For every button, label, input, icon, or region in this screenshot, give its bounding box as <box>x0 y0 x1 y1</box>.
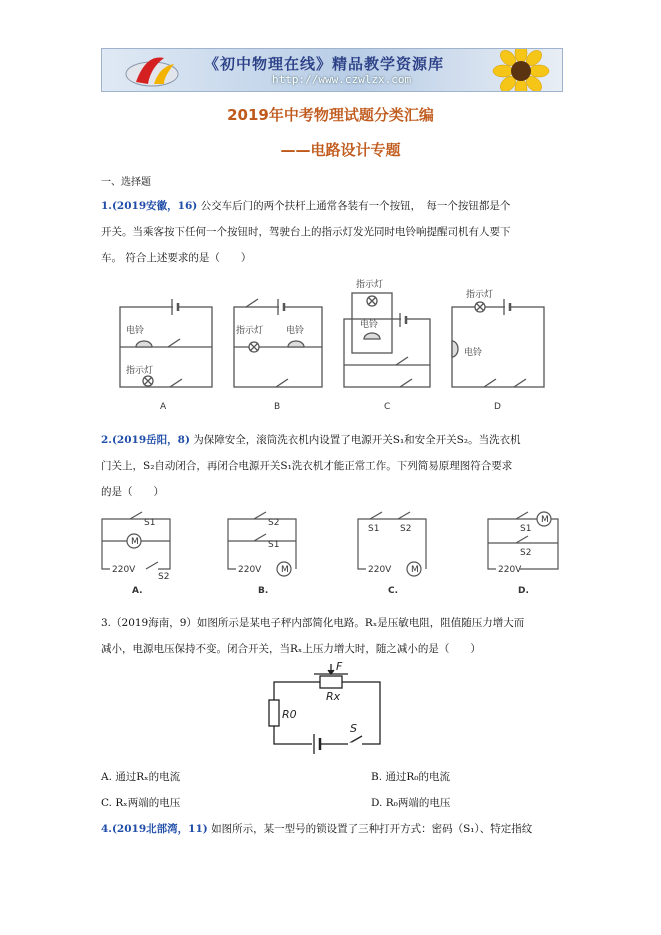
q1-a-ring-label: 电铃 <box>126 326 145 336</box>
q2-line1 <box>101 433 563 447</box>
q1-d-lamp-label: 指示灯 <box>466 290 494 300</box>
banner-title: 《初中物理在线》精品教学资源库 <box>204 55 445 73</box>
q2-circuit-figure <box>96 505 566 601</box>
q4-line1 <box>101 822 563 836</box>
q3-circuit-figure <box>262 660 392 760</box>
q3-force-label: F <box>336 660 343 673</box>
q3-line2: 减小，电源电压保持不变。闭合开关，当Rₓ上压力增大时，随之减小的是（ ） <box>101 643 481 655</box>
q3-switch-label: S <box>350 722 357 735</box>
q2-a-s1: S1 <box>144 518 156 528</box>
q1-line3: 车。 符合上述要求的是（ ） <box>101 252 252 264</box>
q1-option-c[interactable]: C <box>384 402 391 412</box>
q3-option-a[interactable]: A. 通过Rₓ的电流 <box>101 771 181 783</box>
q2-source: (2019岳阳，8) <box>111 434 190 446</box>
q1-b-lamp-label: 指示灯 <box>236 326 264 336</box>
q4-source: (2019北部湾，11) <box>111 823 208 835</box>
q2-option-a[interactable]: A. <box>132 586 143 596</box>
q2-c-s1: S1 <box>368 524 380 534</box>
q2-b-s1: S1 <box>268 540 280 550</box>
q2-line3: 的是（ ） <box>101 486 164 498</box>
q1-a-lamp-label: 指示灯 <box>126 366 154 376</box>
doc-title: 2019年中考物理试题分类汇编 <box>227 106 434 124</box>
section-heading: 一、选择题 <box>101 177 151 188</box>
q2-option-b[interactable]: B. <box>258 586 269 596</box>
q2-d-s1: S1 <box>520 524 532 534</box>
q1-option-a[interactable]: A <box>160 402 167 412</box>
q4-number: 4. <box>101 823 112 835</box>
q2-d-s2: S2 <box>520 548 532 558</box>
site-logo-icon <box>124 54 184 88</box>
q2-b-voltage: 220V <box>238 565 262 575</box>
q3-option-d[interactable]: D. R₀两端的电压 <box>371 797 451 809</box>
q1-option-b[interactable]: B <box>274 402 281 412</box>
q3-rx-label: Rx <box>326 690 341 703</box>
q1-text-1: 公交车后门的两个扶杆上通常各装有一个按钮， 每一个按钮都是个 <box>200 200 511 212</box>
q2-a-motor: M <box>131 537 139 547</box>
q1-line1 <box>101 199 563 213</box>
site-banner <box>101 48 563 92</box>
q2-c-motor: M <box>411 565 419 575</box>
q3-option-c[interactable]: C. Rₓ两端的电压 <box>101 797 181 809</box>
q2-a-voltage: 220V <box>112 565 136 575</box>
q2-b-s2: S2 <box>268 518 280 528</box>
q1-source: (2019安徽，16) <box>111 200 198 212</box>
q2-text-1: 为保障安全，滚筒洗衣机内设置了电源开关S₁和安全开关S₂。当洗衣机 <box>193 434 521 446</box>
q2-number: 2. <box>101 434 112 446</box>
q2-option-c[interactable]: C. <box>388 586 399 596</box>
q1-circuit-figure <box>112 275 552 415</box>
q1-number: 1. <box>101 200 112 212</box>
q2-c-voltage: 220V <box>368 565 392 575</box>
q1-b-ring-label: 电铃 <box>286 326 305 336</box>
q2-b-motor: M <box>281 565 289 575</box>
sunflower-icon <box>486 48 556 92</box>
q2-c-s2: S2 <box>400 524 412 534</box>
q1-c-lamp-label: 指示灯 <box>356 280 384 290</box>
doc-subtitle: ——电路设计专题 <box>280 141 401 159</box>
q3-r0-label: R0 <box>282 708 297 721</box>
q2-d-voltage: 220V <box>498 565 522 575</box>
q2-line2: 门关上，S₂自动闭合，再闭合电源开关S₁洗衣机才能正常工作。下列简易原理图符合要求 <box>101 460 513 472</box>
q2-a-s2: S2 <box>158 572 170 582</box>
q1-c-ring-label: 电铃 <box>360 320 379 330</box>
q3-option-b[interactable]: B. 通过R₀的电流 <box>371 771 451 783</box>
q3-line1: 3.（2019海南，9）如图所示是某电子秤内部简化电路。Rₓ是压敏电阻，阻值随压力增大而 <box>101 617 525 629</box>
q1-option-d[interactable]: D <box>494 402 501 412</box>
q1-line2: 开关。当乘客按下任何一个按钮时，驾驶台上的指示灯发光同时电铃响提醒司机有人要下 <box>101 226 511 238</box>
q4-text-1: 如图所示，某一型号的锁设置了三种打开方式：密码（S₁）、特定指纹 <box>211 823 533 835</box>
q2-option-d[interactable]: D. <box>518 586 529 596</box>
q1-d-ring-label: 电铃 <box>464 348 483 358</box>
banner-url[interactable]: http://www.czwlzx.com <box>272 73 412 86</box>
q2-d-motor: M <box>541 515 549 525</box>
